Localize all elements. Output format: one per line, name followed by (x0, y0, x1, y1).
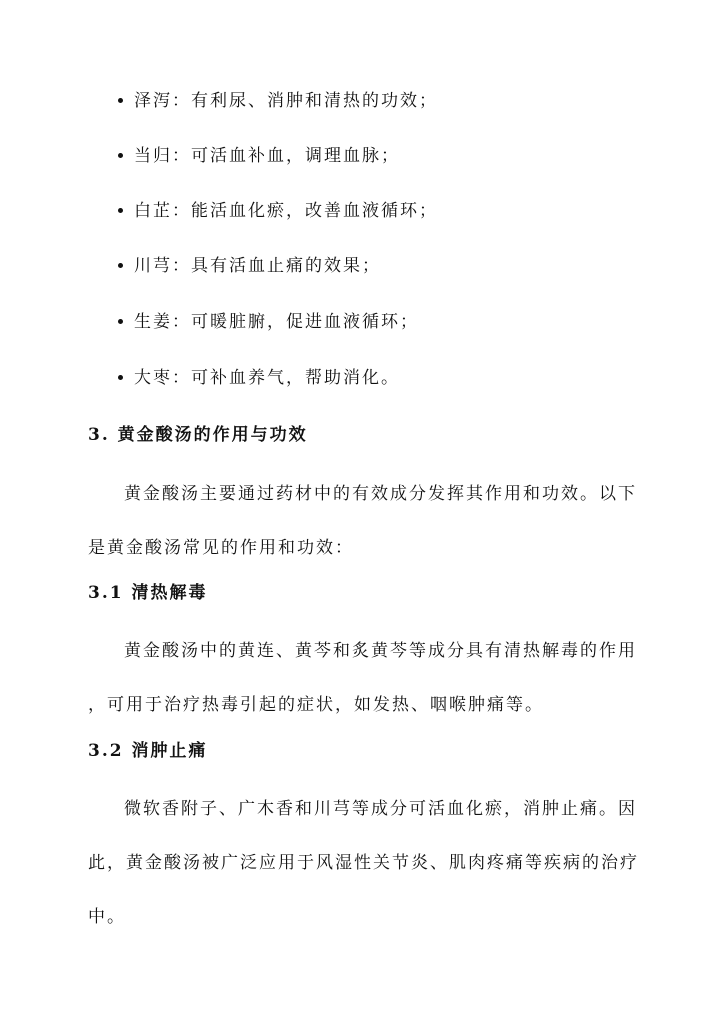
paragraph-line: ，可用于治疗热毒引起的症状，如发热、咽喉肿痛等。 (88, 695, 544, 715)
paragraph-line: 是黄金酸汤常见的作用和功效： (88, 538, 354, 558)
paragraph-line: 中。 (88, 907, 126, 927)
bullet-dot-icon (118, 263, 123, 268)
paragraph-line: 黄金酸汤中的黄连、黄芩和炙黄芩等成分具有清热解毒的作用 (124, 641, 637, 661)
section-3-2-paragraph (88, 794, 639, 956)
paragraph-line: 黄金酸汤主要通过药材中的有效成分发挥其作用和功效。以下 (124, 484, 637, 504)
list-item-text: 生姜：可暖脏腑，促进血液循环； (134, 312, 419, 332)
list-item-text: 泽泻：有利尿、消肿和清热的功效； (134, 91, 438, 111)
bullet-dot-icon (118, 208, 123, 213)
bullet-dot-icon (118, 153, 123, 158)
bullet-dot-icon (118, 375, 123, 380)
section-3-intro-paragraph (88, 479, 637, 587)
list-item-text: 大枣：可补血养气，帮助消化。 (134, 368, 400, 388)
section-3-1-paragraph (88, 636, 637, 744)
list-item-text: 白芷：能活血化瘀，改善血液循环； (134, 201, 438, 221)
bullet-dot-icon (118, 98, 123, 103)
bullet-dot-icon (118, 319, 123, 324)
paragraph-line: 此，黄金酸汤被广泛应用于风湿性关节炎、肌肉疼痛等疾病的治疗 (88, 853, 639, 873)
section-heading-3: 3. 黄金酸汤的作用与功效 (88, 425, 308, 445)
paragraph-line: 微软香附子、广木香和川芎等成分可活血化瘀，消肿止痛。因 (124, 799, 637, 819)
list-item-text: 川芎：具有活血止痛的效果； (134, 256, 381, 276)
section-heading-3-1: 3.1 清热解毒 (88, 583, 208, 603)
section-heading-3-2: 3.2 消肿止痛 (88, 741, 208, 761)
list-item-text: 当归：可活血补血，调理血脉； (134, 146, 400, 166)
